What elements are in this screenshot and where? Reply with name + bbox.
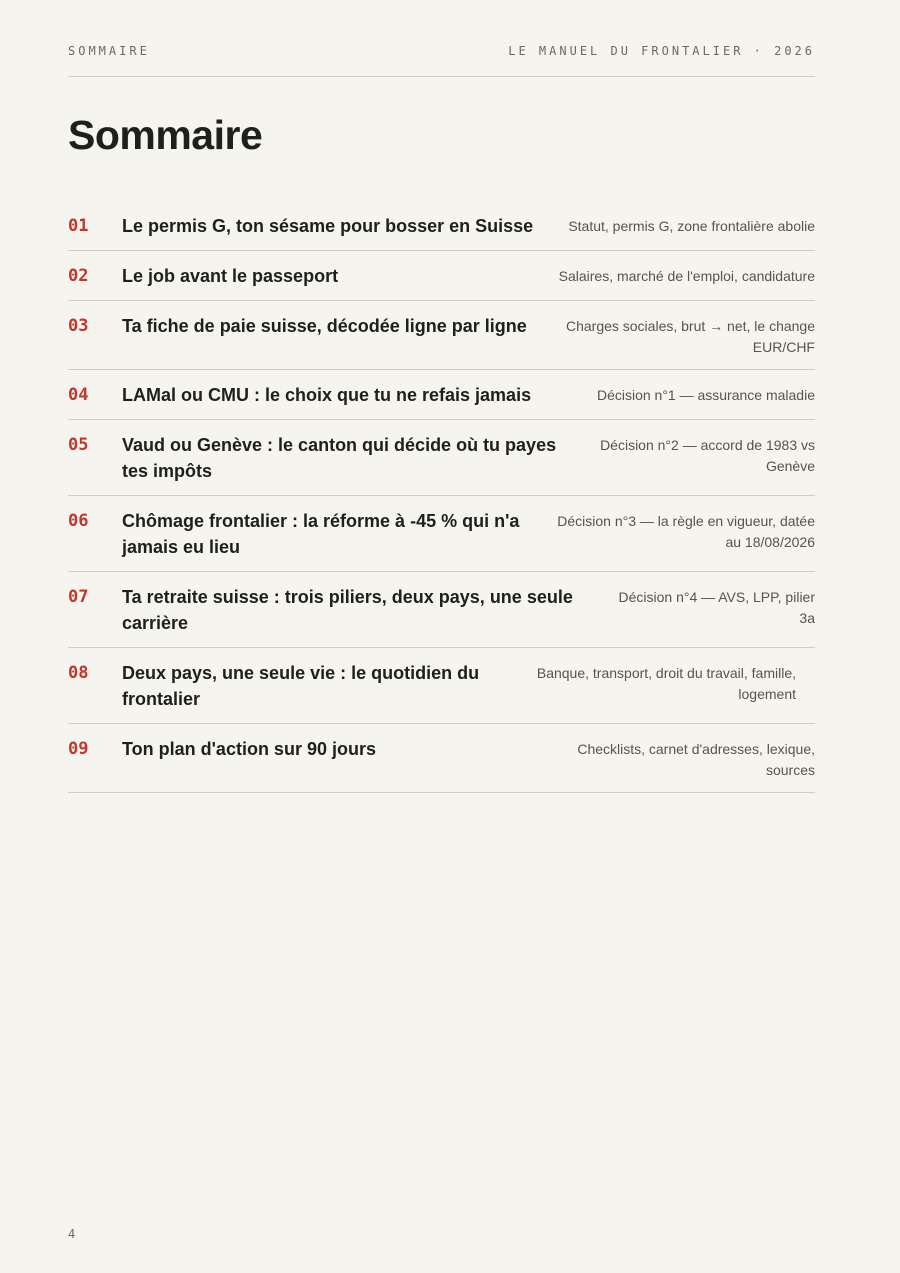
chapter-title: Deux pays, une seule vie : le quotidien du frontalier bbox=[122, 663, 480, 709]
chapter-title: Ton plan d'action sur 90 jours bbox=[122, 739, 376, 759]
chapter-title: Ta fiche de paie suisse, décodée ligne par ligne bbox=[122, 316, 527, 336]
chapter-number: 04 bbox=[68, 385, 89, 405]
chapter-description: Checklists, carnet d'adresses, lexique, sources bbox=[577, 741, 815, 778]
chapter-title: Ta retraite suisse : trois piliers, deux pays, une seule carrière bbox=[122, 587, 573, 633]
chapter-title: Le job avant le passeport bbox=[122, 266, 339, 286]
running-header-book-title: LE MANUEL DU FRONTALIER · 2026 bbox=[508, 44, 815, 58]
chapter-number: 08 bbox=[68, 663, 89, 683]
chapter-description: Salaires, marché de l'emploi, candidature bbox=[558, 268, 815, 284]
toc-entry-06[interactable] bbox=[68, 496, 815, 572]
chapter-number: 01 bbox=[68, 216, 89, 236]
chapter-description: Décision n°4 — AVS, LPP, pilier 3a bbox=[618, 589, 815, 626]
toc-entry-08[interactable] bbox=[68, 648, 815, 724]
chapter-description: Charges sociales, brut → net, le change EUR/CHF bbox=[565, 318, 815, 355]
chapter-description: Statut, permis G, zone frontalière abolie bbox=[568, 218, 815, 234]
toc-entry-05[interactable] bbox=[68, 420, 815, 496]
toc-entry-01[interactable] bbox=[68, 201, 815, 251]
chapter-description: Décision n°3 — la règle en vigueur, datée au 18/08/2026 bbox=[557, 513, 815, 550]
chapter-description: Décision n°2 — accord de 1983 vs Genève bbox=[600, 437, 815, 474]
chapter-description: Décision n°1 — assurance maladie bbox=[596, 387, 815, 403]
toc-entry-09[interactable] bbox=[68, 724, 815, 793]
chapter-title: Vaud ou Genève : le canton qui décide où tu payes tes impôts bbox=[122, 435, 557, 481]
page-title: Sommaire bbox=[68, 112, 263, 158]
running-header-section: SOMMAIRE bbox=[68, 44, 150, 58]
toc-entry-07[interactable] bbox=[68, 572, 815, 648]
toc-entry-04[interactable] bbox=[68, 370, 815, 420]
chapter-number: 05 bbox=[68, 435, 89, 455]
chapter-number: 02 bbox=[68, 266, 89, 286]
chapter-title: LAMal ou CMU : le choix que tu ne refais jamais bbox=[122, 385, 532, 405]
toc-entry-02[interactable] bbox=[68, 251, 815, 301]
chapter-title: Le permis G, ton sésame pour bosser en Suisse bbox=[122, 216, 534, 236]
toc-entry-03[interactable] bbox=[68, 301, 815, 370]
chapter-number: 06 bbox=[68, 511, 89, 531]
chapter-number: 09 bbox=[68, 739, 89, 759]
chapter-title: Chômage frontalier : la réforme à -45 % qui n'a jamais eu lieu bbox=[122, 511, 520, 557]
chapter-number: 03 bbox=[68, 316, 89, 336]
chapter-number: 07 bbox=[68, 587, 89, 607]
page-number: 4 bbox=[68, 1227, 76, 1241]
chapter-description: Banque, transport, droit du travail, famille, logement bbox=[536, 665, 796, 702]
running-header bbox=[68, 44, 815, 77]
table-of-contents bbox=[68, 201, 815, 793]
